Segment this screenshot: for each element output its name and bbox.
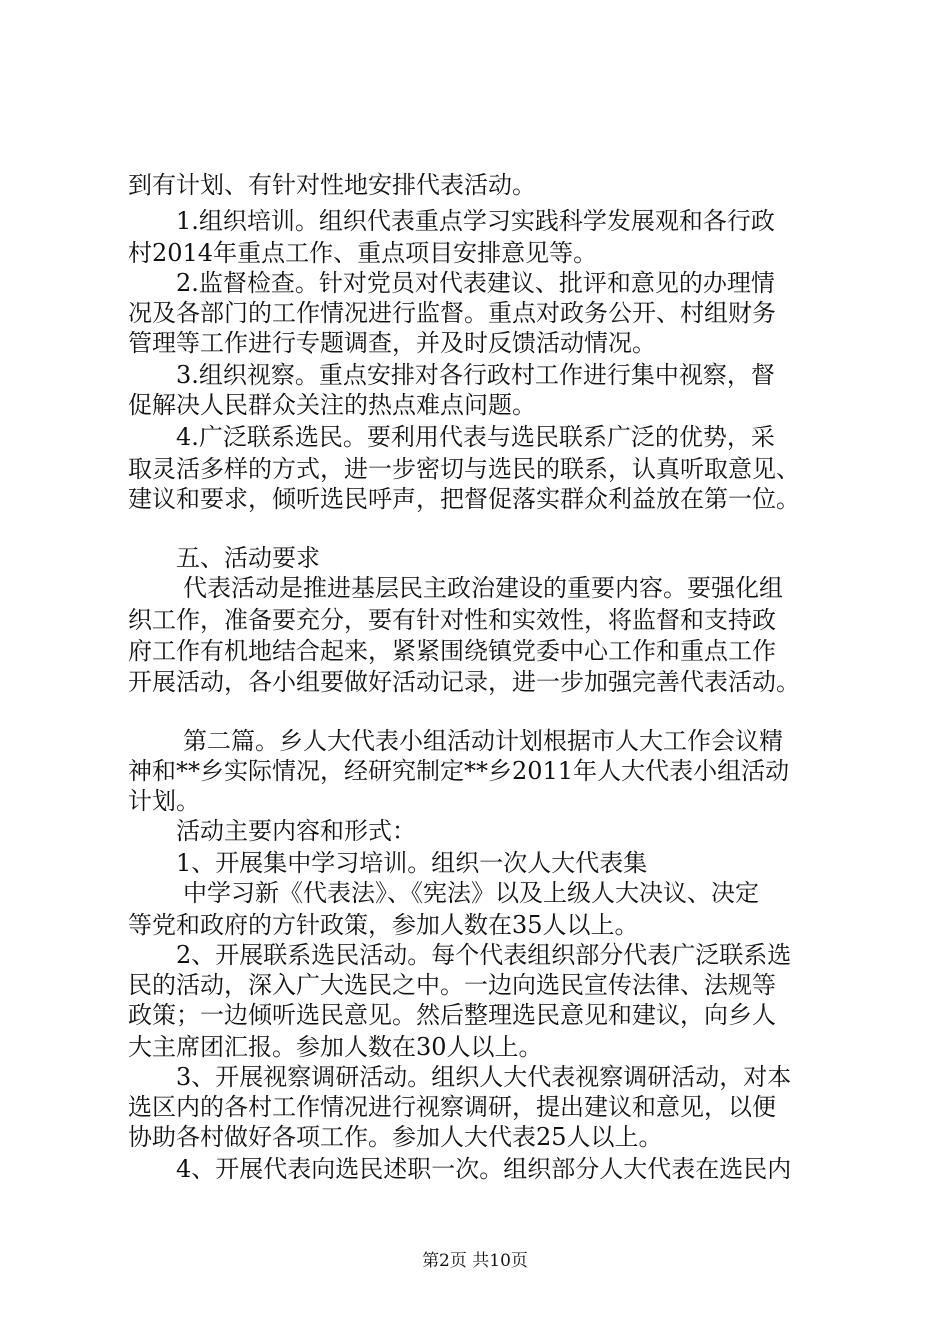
text-line: 3、开展视察调研活动。组织人大代表视察调研活动，对本 (176, 1063, 792, 1091)
text-line: 建议和要求，倾听选民呼声，把督促落实群众利益放在第一位。 (128, 485, 800, 513)
text-line: 4.广泛联系选民。要利用代表与选民联系广泛的优势，采 (176, 423, 775, 451)
text-line: 府工作有机地结合起来，紧紧围绕镇党委中心工作和重点工作 (128, 637, 776, 665)
text-line: 选区内的各村工作情况进行视察调研，提出建议和意见，以便 (128, 1093, 776, 1121)
page-number-footer: 第2页 共10页 (422, 1251, 528, 1271)
text-line: 促解决人民群众关注的热点难点问题。 (128, 391, 536, 419)
text-line: 1.组织培训。组织代表重点学习实践科学发展观和各行政 (176, 207, 775, 235)
text-line: 活动主要内容和形式： (176, 817, 416, 845)
text-line: 2.监督检查。针对党员对代表建议、批评和意见的办理情 (176, 269, 775, 297)
text-line: 计划。 (128, 787, 200, 815)
text-line: 等党和政府的方针政策，参加人数在35人以上。 (128, 911, 639, 939)
text-line: 织工作，准备要充分，要有针对性和实效性，将监督和支持政 (128, 606, 776, 634)
text-line: 况及各部门的工作情况进行监督。重点对政务公开、村组财务 (128, 299, 776, 327)
text-line: 1、开展集中学习培训。组织一次人大代表集 (176, 849, 648, 877)
text-line: 代表活动是推进基层民主政治建设的重要内容。要强化组 (183, 574, 783, 602)
text-line: 2、开展联系选民活动。每个代表组织部分代表广泛联系选 (176, 941, 792, 969)
text-line: 第二篇。乡人大代表小组活动计划根据市人大工作会议精 (183, 727, 783, 755)
text-line: 取灵活多样的方式，进一步密切与选民的联系，认真听取意见、 (128, 455, 800, 483)
text-line: 协助各村做好各项工作。参加人大代表25人以上。 (128, 1123, 663, 1151)
text-line: 大主席团汇报。参加人数在30人以上。 (128, 1033, 543, 1061)
section-heading: 五、活动要求 (176, 544, 320, 572)
text-line: 开展活动，各小组要做好活动记录，进一步加强完善代表活动。 (128, 668, 800, 696)
text-line: 中学习新《代表法》、《宪法》以及上级人大决议、决定 (183, 879, 759, 907)
text-line: 政策；一边倾听选民意见。然后整理选民意见和建议，向乡人 (128, 1001, 776, 1029)
text-line: 3.组织视察。重点安排对各行政村工作进行集中视察，督 (176, 361, 775, 389)
text-line: 民的活动，深入广大选民之中。一边向选民宣传法律、法规等 (128, 971, 776, 999)
text-line: 管理等工作进行专题调查，并及时反馈活动情况。 (128, 329, 656, 357)
text-line: 4、开展代表向选民述职一次。组织部分人大代表在选民内 (176, 1155, 792, 1183)
text-line: 神和**乡实际情况，经研究制定**乡2011年人大代表小组活动 (128, 757, 790, 785)
text-line: 村2014年重点工作、重点项目安排意见等。 (128, 239, 598, 267)
text-line: 到有计划、有针对性地安排代表活动。 (128, 171, 536, 199)
